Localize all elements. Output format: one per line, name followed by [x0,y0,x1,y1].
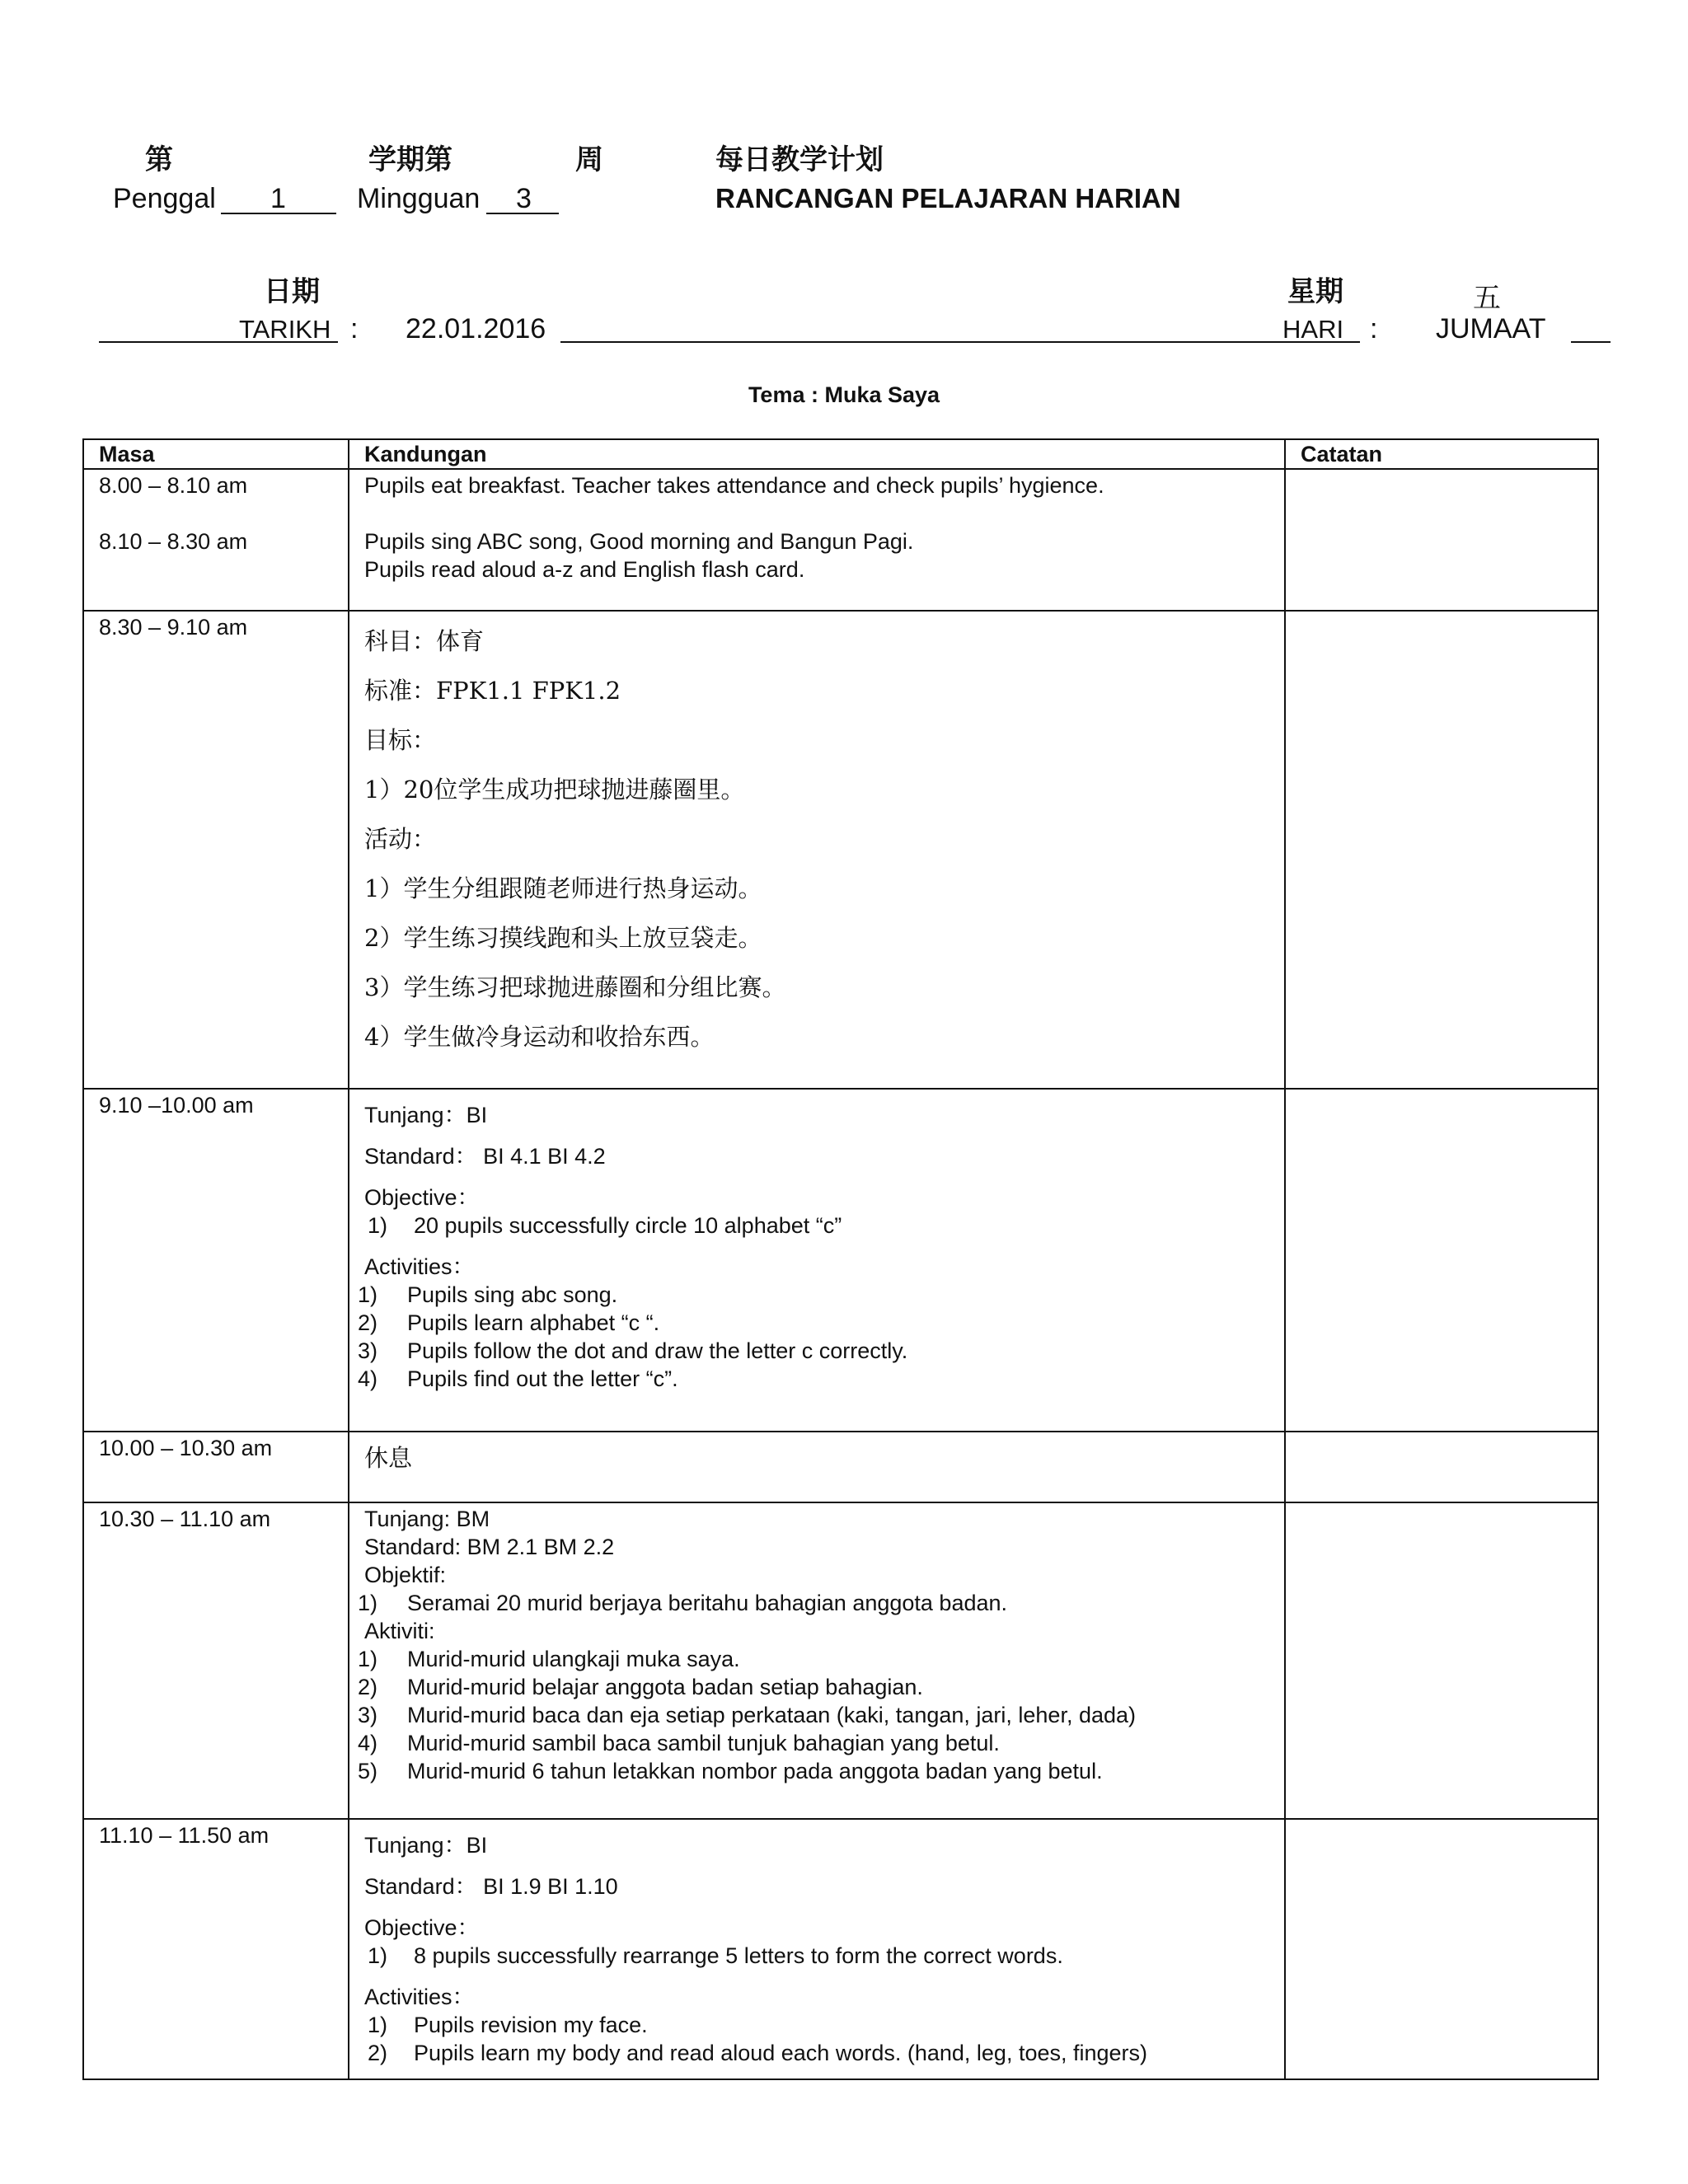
lesson-plan-table [82,438,1599,2080]
mingguan-label: Mingguan [357,183,481,214]
zh-riqi-label: 日期 [264,275,320,308]
masa-cell [83,611,349,1089]
catatan-cell [1285,1502,1598,1819]
hari-colon: : [1370,313,1378,344]
masa-time: 8.00 – 8.10 am [99,473,248,498]
activities-label: Activities： [364,1985,475,2009]
tarikh-label: TARIKH [239,315,331,344]
masa-cell [83,1502,349,1819]
activity-item: 1) Pupils revision my face. [368,2013,648,2037]
table-row [83,1819,1598,2079]
content-line: 活动： [364,825,437,853]
kandungan-cell [349,1432,1285,1502]
tarikh-value: 22.01.2016 [406,313,546,344]
tunjang-line: Tunjang：BI [364,1103,488,1127]
catatan-cell [1285,1432,1598,1502]
table-row [83,611,1598,1089]
masa-cell [83,1432,349,1502]
kandungan-cell [349,469,1285,611]
content-line: 1）20位学生成功把球抛进藤圈里。 [364,776,745,804]
activity-item: 4) Murid-murid sambil baca sambil tunjuk bahagian yang betul. [358,1731,1000,1755]
masa-time: 10.30 – 11.10 am [99,1507,271,1531]
catatan-cell [1285,1089,1598,1432]
activity-item: 3) Pupils follow the dot and draw the letter c correctly. [358,1338,908,1363]
content-line: Pupils eat breakfast. Teacher takes attendance and check pupils’ hygience. [364,473,1104,498]
activity-item: 2) Murid-murid belajar anggota badan setiap bahagian. [358,1675,923,1699]
activity-item: 5) Murid-murid 6 tahun letakkan nombor pada anggota badan yang betul. [358,1759,1103,1783]
masa-time: 9.10 –10.00 am [99,1093,254,1118]
hari-value: JUMAAT [1436,313,1546,344]
tarikh-long-underline [560,341,1360,343]
tunjang-line: Tunjang：BI [364,1833,488,1858]
standard-line: Standard: BM 2.1 BM 2.2 [364,1535,615,1559]
table-row [83,1432,1598,1502]
objective-item: 1) 20 pupils successfully circle 10 alphabet “c” [368,1213,842,1238]
activity-item: 1) Murid-murid ulangkaji muka saya. [358,1647,740,1671]
activity-item: 3) Murid-murid baca dan eja setiap perkataan (kaki, tangan, jari, leher, dada) [358,1703,1136,1727]
activity-item: 4) Pupils find out the letter “c”. [358,1366,678,1391]
penggal-label: Penggal [113,183,216,214]
masa-cell [83,1819,349,2079]
zh-title: 每日教学计划 [715,143,884,176]
break-text: 休息 [364,1444,413,1472]
objective-item: 1) Seramai 20 murid berjaya beritahu bahagian anggota badan. [358,1591,1008,1615]
content-line: Pupils sing ABC song, Good morning and Bangun Pagi. [364,529,914,554]
tunjang-line: Tunjang: BM [364,1507,490,1531]
catatan-cell [1285,469,1598,611]
content-line: 2）学生练习摸线跑和头上放豆袋走。 [364,924,762,952]
table-row [83,1502,1598,1819]
masa-time: 8.10 – 8.30 am [99,529,248,554]
content-line: 标准：FPK1.1 FPK1.2 [364,677,621,705]
tarikh-colon: : [350,313,359,344]
content-line: 3）学生练习把球抛进藤圈和分组比赛。 [364,973,786,1001]
activity-item: 2) Pupils learn alphabet “c “. [358,1310,660,1335]
column-header-kandungan: Kandungan [349,439,1285,469]
zh-xingqi-label: 星期 [1287,275,1343,308]
kandungan-cell [349,1819,1285,2079]
masa-cell [83,1089,349,1432]
hari-end-underline [1571,341,1611,343]
zh-day-value: 五 [1473,282,1501,315]
zh-di-label: 第 [145,143,173,176]
table-row [83,469,1598,611]
masa-time: 10.00 – 10.30 am [99,1436,273,1460]
activities-label: Activities： [364,1254,475,1279]
catatan-cell [1285,1819,1598,2079]
masa-cell [83,469,349,611]
kandungan-cell [349,611,1285,1089]
objective-label: Objektif: [364,1563,447,1587]
column-header-catatan: Catatan [1285,439,1598,469]
objective-label: Objective： [364,1185,480,1210]
objective-label: Objective： [364,1915,480,1940]
activity-item: 2) Pupils learn my body and read aloud each words. (hand, leg, toes, fingers) [368,2041,1148,2065]
content-line: Pupils read aloud a-z and English flash card. [364,557,805,582]
hari-label: HARI [1282,315,1344,344]
masa-time: 8.30 – 9.10 am [99,615,248,640]
activity-item: 1) Pupils sing abc song. [358,1282,618,1307]
penggal-value: 1 [270,183,286,214]
zh-zhou-label: 周 [575,143,603,176]
table-row [83,1089,1598,1432]
standard-line: Standard： BI 4.1 BI 4.2 [364,1144,606,1169]
mingguan-value: 3 [516,183,532,214]
standard-line: Standard： BI 1.9 BI 1.10 [364,1874,618,1899]
catatan-cell [1285,611,1598,1089]
page-title: RANCANGAN PELAJARAN HARIAN [715,183,1181,213]
zh-xueqidi-label: 学期第 [368,143,452,176]
activities-label: Aktiviti: [364,1619,435,1643]
objective-item: 1) 8 pupils successfully rearrange 5 letters to form the correct words. [368,1943,1063,1968]
content-line: 4）学生做冷身运动和收拾东西。 [364,1023,715,1051]
content-line: 1）学生分组跟随老师进行热身运动。 [364,874,762,902]
kandungan-cell [349,1089,1285,1432]
masa-time: 11.10 – 11.50 am [99,1823,270,1848]
table-header-row [83,439,1598,469]
content-line: 科目：体育 [364,627,485,655]
kandungan-cell [349,1502,1285,1819]
content-line: 目标： [364,726,437,754]
theme-title: Tema : Muka Saya [748,382,940,407]
column-header-masa: Masa [83,439,349,469]
